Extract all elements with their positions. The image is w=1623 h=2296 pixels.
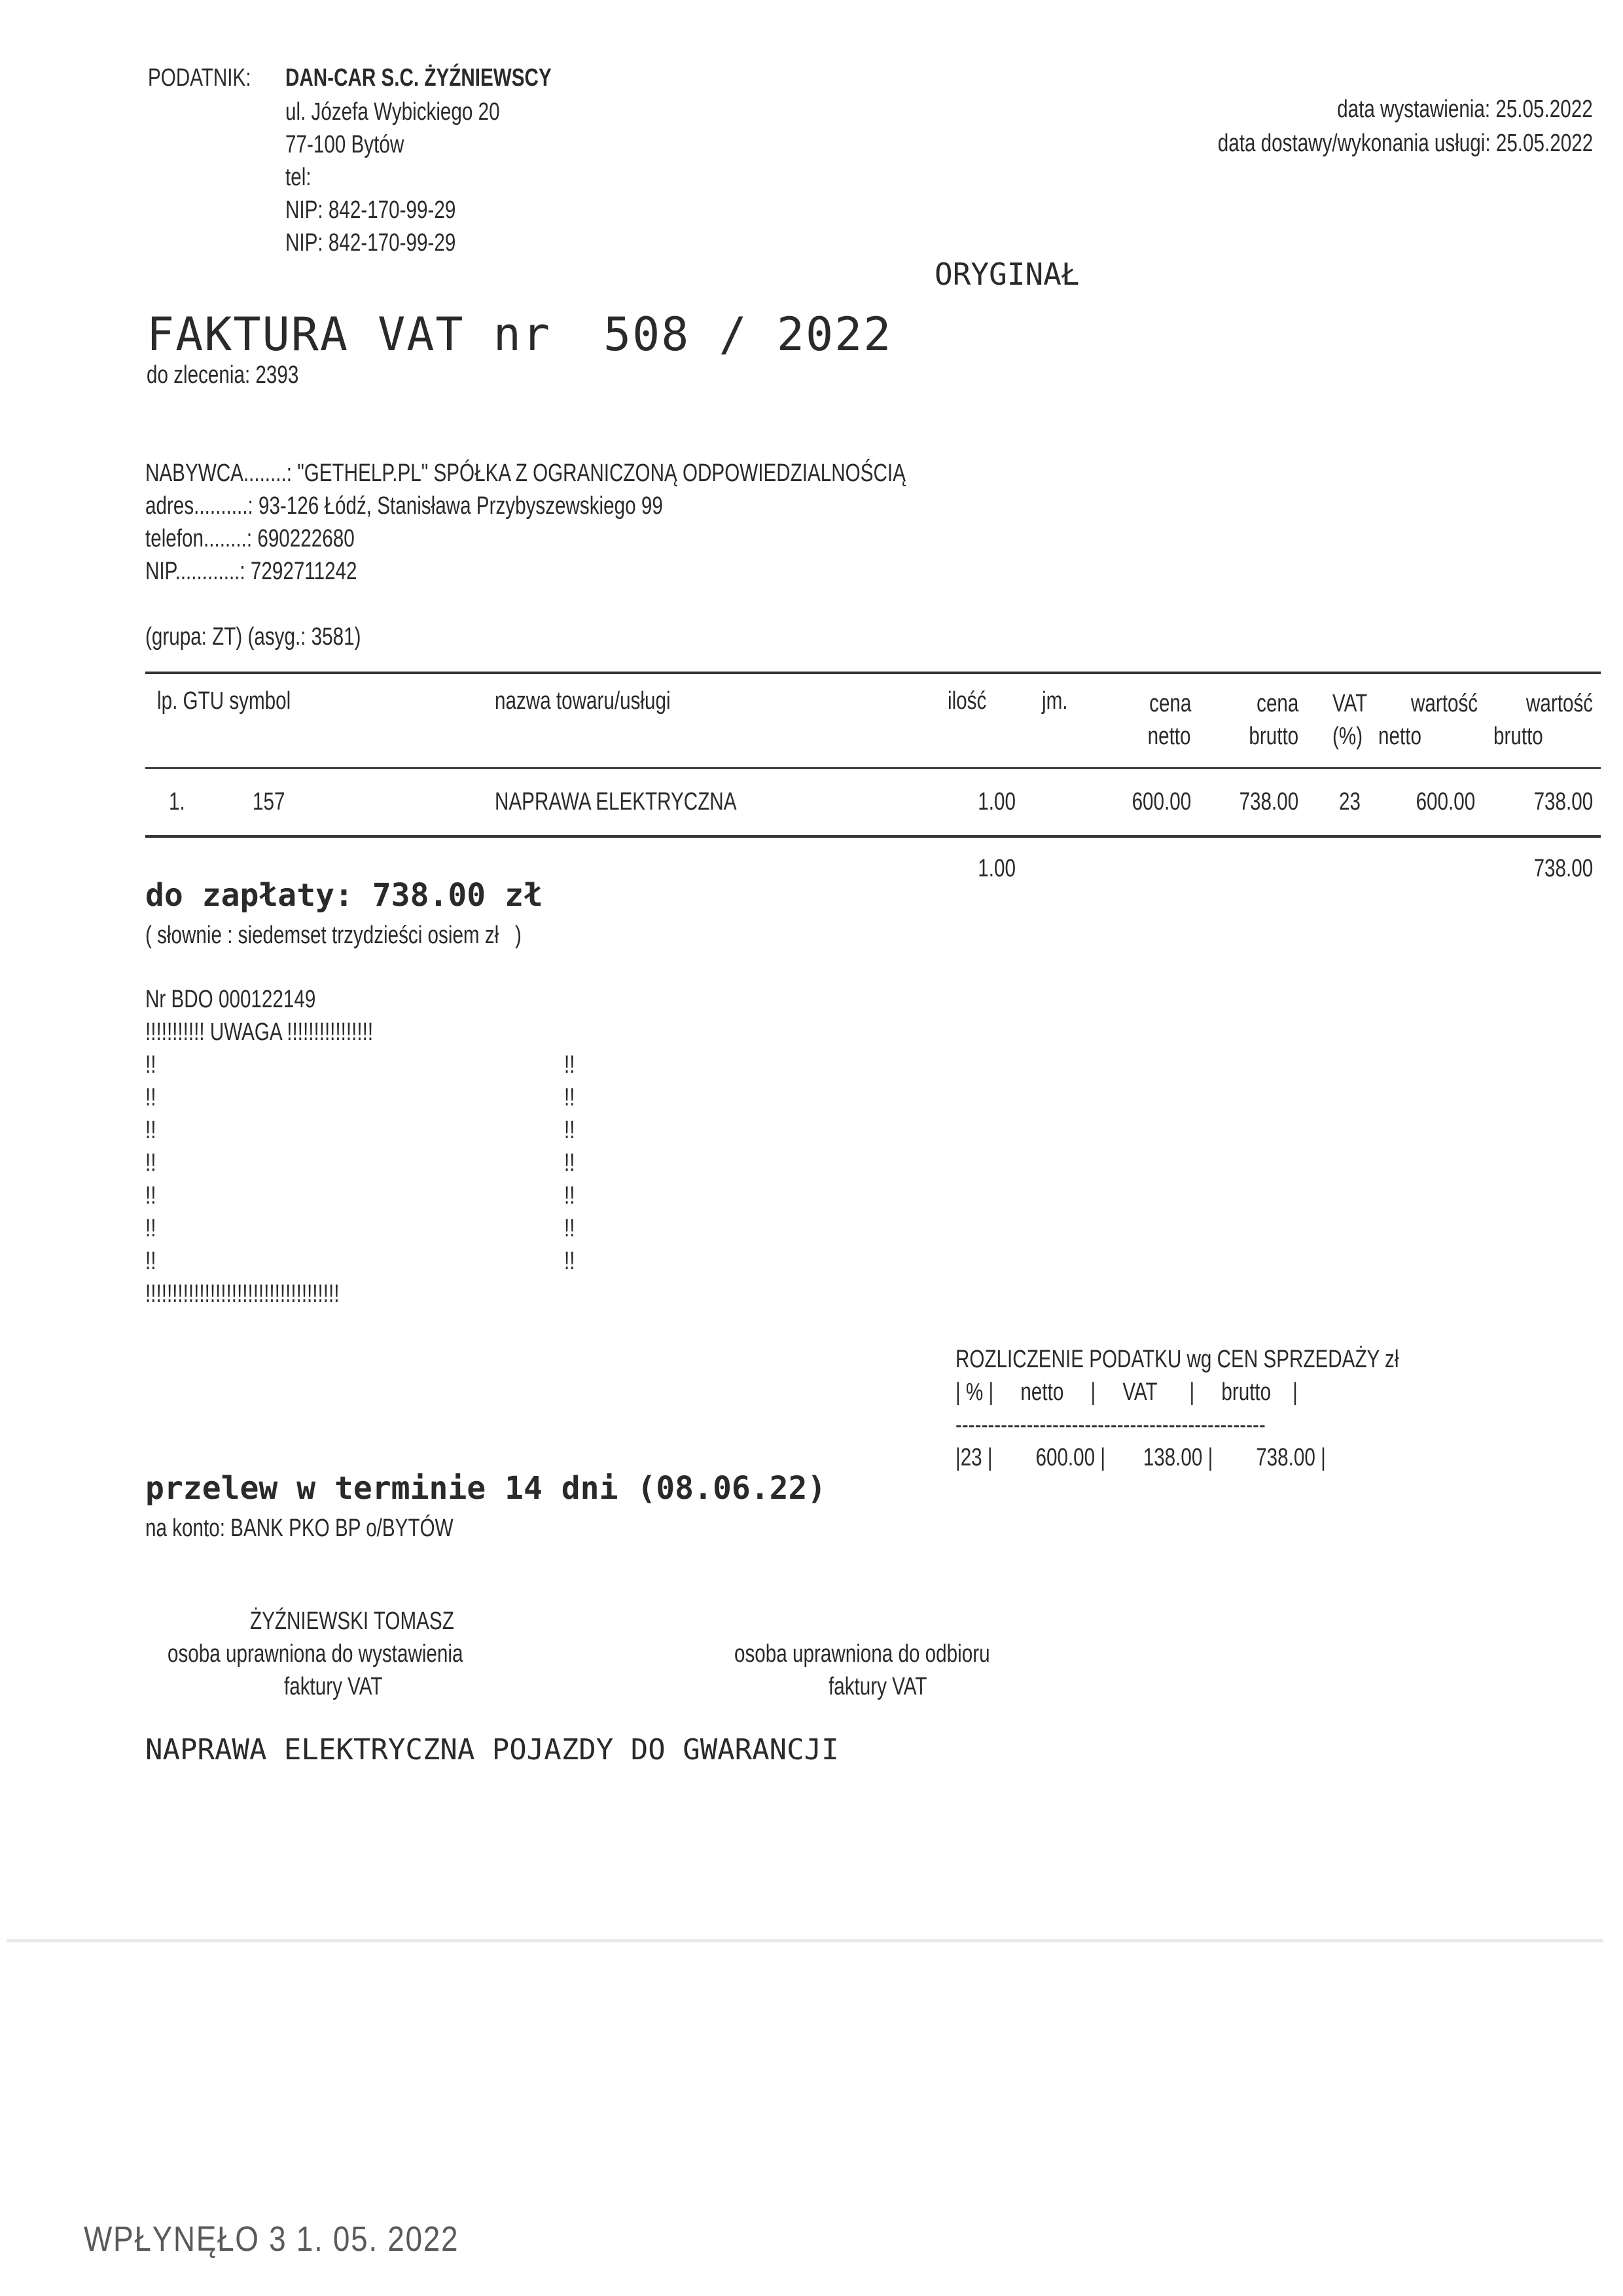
notice-top: !!!!!!!!!!! UWAGA !!!!!!!!!!!!!!!! — [145, 1018, 374, 1046]
delivery-date: data dostawy/wykonania usługi: 25.05.2022 — [1217, 130, 1593, 157]
header-net-value-2: netto — [1378, 723, 1421, 750]
invoice-title-label: FAKTURA VAT nr — [147, 308, 552, 361]
row-gross-value: 738.00 — [1533, 788, 1593, 816]
header-gross-value-2: brutto — [1493, 723, 1543, 750]
header-vat-1: VAT — [1332, 690, 1368, 717]
amount-due: do zapłaty: 738.00 zł — [145, 877, 543, 914]
notice-side-right: !! — [564, 1051, 575, 1079]
received-stamp: WPŁYNĘŁO 3 1. 05. 2022 — [84, 2219, 459, 2259]
header-lp-gtu-symbol: lp. GTU symbol — [157, 687, 291, 715]
row-symbol: 157 — [253, 788, 285, 816]
notice-side-left: !! — [145, 1051, 156, 1079]
row-qty: 1.00 — [978, 788, 1016, 816]
notice-side-right: !! — [564, 1084, 575, 1111]
issuer-role-1: osoba uprawniona do wystawienia — [168, 1640, 463, 1668]
notice-side-right: !! — [564, 1247, 575, 1275]
table-bottom-rule — [145, 835, 1601, 838]
header-gross-price-1: cena — [1256, 690, 1298, 717]
tax-summary-row: |23 | 600.00 | 138.00 | 738.00 | — [955, 1444, 1326, 1471]
header-vat-2: (%) — [1332, 723, 1363, 750]
total-gross: 738.00 — [1533, 855, 1593, 882]
buyer-address: adres..........: 93-126 Łódź, Stanisława Przybyszewskiego 99 — [145, 492, 663, 520]
header-net-price-1: cena — [1149, 690, 1191, 717]
buyer-group: (grupa: ZT) (asyg.: 3581) — [145, 623, 361, 651]
seller-label: PODATNIK: — [148, 64, 251, 92]
notice-side-right: !! — [564, 1149, 575, 1177]
tax-summary-separator: ------------------------------------------------ — [955, 1411, 1266, 1439]
header-net-value-1: wartość — [1411, 690, 1478, 717]
order-number: do zlecenia: 2393 — [147, 361, 299, 389]
footer-note: NAPRAWA ELEKTRYCZNA POJAZDY DO GWARANCJI — [145, 1733, 839, 1767]
seller-tel: tel: — [285, 164, 312, 191]
row-net-price: 600.00 — [1132, 788, 1191, 816]
notice-side-left: !! — [145, 1117, 156, 1144]
total-qty: 1.00 — [978, 855, 1016, 882]
invoice-number: 508 / 2022 — [603, 308, 893, 361]
amount-in-words: ( słownie : siedemset trzydzieści osiem zł ) — [145, 922, 522, 949]
header-name: nazwa towaru/usługi — [495, 687, 671, 715]
row-net-value: 600.00 — [1416, 788, 1475, 816]
notice-side-left: !! — [145, 1084, 156, 1111]
seller-city: 77-100 Bytów — [285, 131, 404, 158]
header-net-price-2: netto — [1148, 723, 1191, 750]
buyer-name: NABYWCA........: "GETHELP.PL" SPÓŁKA Z OGRANICZONĄ ODPOWIEDZIALNOŚCIĄ — [145, 459, 906, 487]
buyer-nip: NIP............: 7292711242 — [145, 558, 357, 585]
invoice-title — [147, 308, 892, 361]
notice-side-left: !! — [145, 1182, 156, 1210]
row-name: NAPRAWA ELEKTRYCZNA — [495, 788, 737, 816]
notice-side-left: !! — [145, 1215, 156, 1242]
tax-summary-title: ROZLICZENIE PODATKU wg CEN SPRZEDAŻY zł — [955, 1346, 1399, 1373]
seller-nip-1: NIP: 842-170-99-29 — [285, 196, 456, 224]
notice-bottom: !!!!!!!!!!!!!!!!!!!!!!!!!!!!!!!!!!!! — [145, 1280, 340, 1308]
notice-side-left: !! — [145, 1149, 156, 1177]
seller-name: DAN-CAR S.C. ŻYŹNIEWSCY — [285, 64, 552, 92]
transfer-account: na konto: BANK PKO BP o/BYTÓW — [145, 1515, 454, 1542]
header-gross-value-1: wartość — [1526, 690, 1594, 717]
receiver-role-1: osoba uprawniona do odbioru — [734, 1640, 990, 1668]
header-unit: jm. — [1042, 687, 1068, 715]
header-qty: ilość — [948, 687, 987, 715]
notice-side-right: !! — [564, 1182, 575, 1210]
original-label: ORYGINAŁ — [935, 257, 1080, 292]
row-lp: 1. — [169, 788, 185, 816]
seller-nip-2: NIP: 842-170-99-29 — [285, 229, 456, 257]
row-gross-price: 738.00 — [1239, 788, 1298, 816]
header-gross-price-2: brutto — [1249, 723, 1298, 750]
receiver-role-2: faktury VAT — [829, 1673, 927, 1700]
transfer-terms: przelew w terminie 14 dni (08.06.22) — [145, 1470, 827, 1507]
tax-summary-header: | % | netto | VAT | brutto | — [955, 1378, 1298, 1406]
notice-side-right: !! — [564, 1215, 575, 1242]
seller-street: ul. Józefa Wybickiego 20 — [285, 98, 500, 126]
issue-date: data wystawienia: 25.05.2022 — [1337, 96, 1593, 123]
bdo-number: Nr BDO 000122149 — [145, 986, 316, 1013]
notice-side-right: !! — [564, 1117, 575, 1144]
row-vat: 23 — [1339, 788, 1361, 816]
issuer-role-2: faktury VAT — [284, 1673, 383, 1700]
issuer-name: ŻYŹNIEWSKI TOMASZ — [250, 1607, 454, 1635]
table-top-rule — [145, 672, 1601, 674]
notice-side-left: !! — [145, 1247, 156, 1275]
scan-fold-line — [7, 1939, 1603, 1943]
buyer-phone: telefon........: 690222680 — [145, 525, 355, 552]
table-header-rule — [145, 767, 1601, 769]
